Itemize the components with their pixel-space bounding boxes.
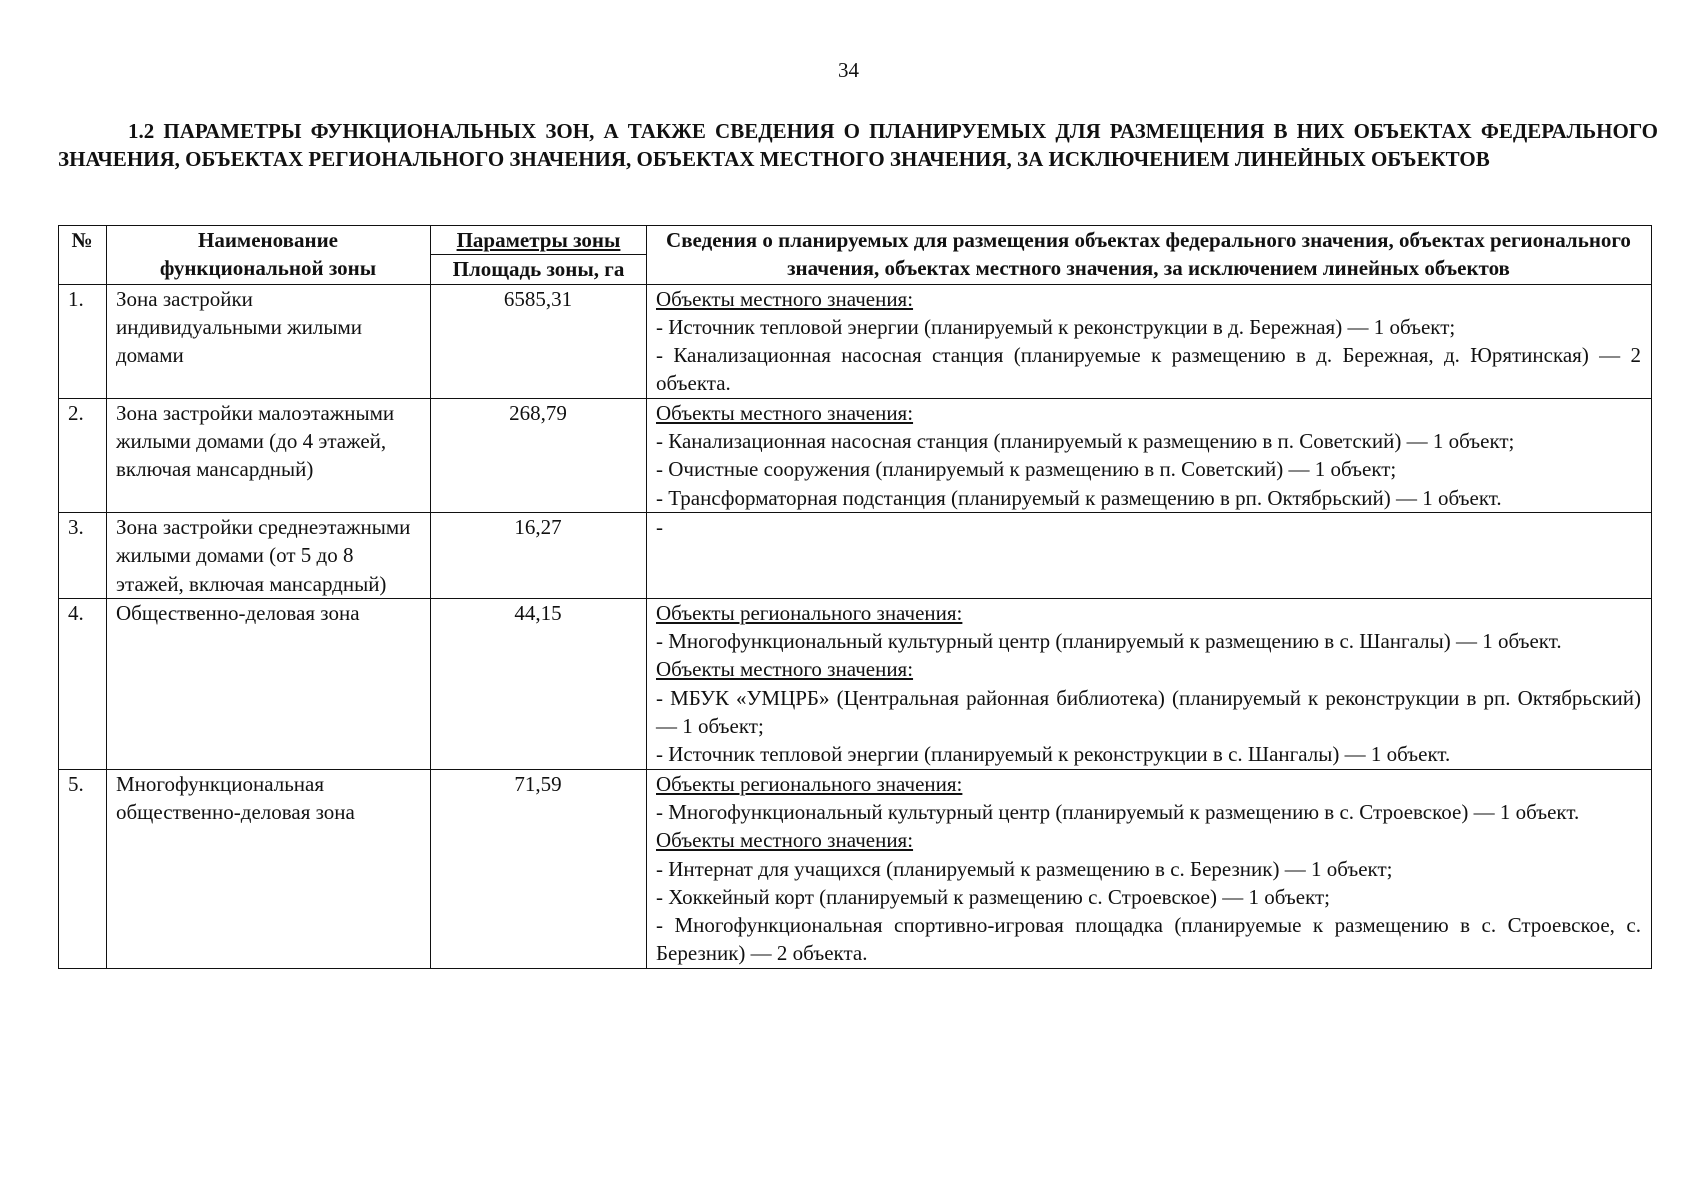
zone-number: 4. xyxy=(59,598,107,769)
planned-object-item: - Многофункциональный культурный центр (планируемый к размещению в с. Строевское) — 1 объект. xyxy=(656,799,1580,824)
planned-objects xyxy=(647,398,1652,512)
header-number: № xyxy=(59,226,107,285)
object-group-title: Объекты местного значения: xyxy=(656,400,914,425)
object-group-title: Объекты местного значения: xyxy=(656,657,914,682)
planned-object-item: - Канализационная насосная станция (планируемый к размещению в п. Советский) — 1 объект; xyxy=(656,429,1515,454)
header-zone-name: Наименование функциональной зоны xyxy=(107,226,431,285)
zones-table xyxy=(58,225,1652,969)
planned-objects xyxy=(647,512,1652,598)
table-header-row xyxy=(59,226,1652,285)
zone-area: 71,59 xyxy=(431,769,647,968)
object-group-title: Объекты регионального значения: xyxy=(656,600,963,625)
planned-object-item: - Многофункциональный культурный центр (планируемый к размещению в с. Шангалы) — 1 объект. xyxy=(656,629,1562,654)
object-group-title: Объекты местного значения: xyxy=(656,286,914,311)
table-row xyxy=(59,598,1652,769)
planned-objects xyxy=(647,598,1652,769)
planned-object-item: - Хоккейный корт (планируемый к размещению с. Строевское) — 1 объект; xyxy=(656,884,1331,909)
planned-object-item: - Источник тепловой энергии (планируемый к реконструкции в с. Шангалы) — 1 объект. xyxy=(656,742,1451,767)
table-row xyxy=(59,398,1652,512)
object-group-title: Объекты регионального значения: xyxy=(656,771,963,796)
zone-area: 44,15 xyxy=(431,598,647,769)
planned-object-item: - Канализационная насосная станция (планируемые к размещению в д. Бережная, д. Юрятинская) — 2 объекта. xyxy=(656,343,1641,396)
planned-object-item: - Многофункциональная спортивно-игровая площадка (планируемые к размещению в с. Строевское, с. Березник) — 2 объекта. xyxy=(656,913,1641,966)
table-row xyxy=(59,284,1652,398)
header-parameters-label: Параметры зоны xyxy=(431,226,646,255)
zone-area: 16,27 xyxy=(431,512,647,598)
header-planned-objects: Сведения о планируемых для размещения объектах федерального значения, объектах регионального значения, объектах местного значения, за исключением линейных объектов xyxy=(647,226,1652,285)
zone-number: 1. xyxy=(59,284,107,398)
zone-name: Общественно-деловая зона xyxy=(107,598,431,769)
zone-area: 6585,31 xyxy=(431,284,647,398)
no-objects-dash: - xyxy=(656,514,663,539)
planned-objects xyxy=(647,284,1652,398)
header-area-label: Площадь зоны, га xyxy=(452,257,625,282)
zone-number: 2. xyxy=(59,398,107,512)
zone-name: Зона застройки индивидуальными жилыми домами xyxy=(107,284,431,398)
zone-name: Зона застройки малоэтажными жилыми домами (до 4 этажей, включая мансардный) xyxy=(107,398,431,512)
page-number: 34 xyxy=(838,58,859,82)
zone-name: Зона застройки среднеэтажными жилыми домами (от 5 до 8 этажей, включая мансардный) xyxy=(107,512,431,598)
zone-name: Многофункциональная общественно-деловая зона xyxy=(107,769,431,968)
planned-object-item: - Трансформаторная подстанция (планируемый к размещению в рп. Октябрьский) — 1 объект. xyxy=(656,485,1502,510)
table-row xyxy=(59,769,1652,968)
zone-number: 3. xyxy=(59,512,107,598)
zones-table-body xyxy=(59,284,1652,968)
zone-area: 268,79 xyxy=(431,398,647,512)
header-zone-parameters xyxy=(431,226,647,285)
table-row xyxy=(59,512,1652,598)
planned-object-item: - Очистные сооружения (планируемый к размещению в п. Советский) — 1 объект; xyxy=(656,457,1397,482)
planned-object-item: - Источник тепловой энергии (планируемый к реконструкции в д. Бережная) — 1 объект; xyxy=(656,314,1456,339)
zone-number: 5. xyxy=(59,769,107,968)
planned-objects xyxy=(647,769,1652,968)
object-group-title: Объекты местного значения: xyxy=(656,828,914,853)
section-heading: 1.2 ПАРАМЕТРЫ ФУНКЦИОНАЛЬНЫХ ЗОН, А ТАКЖЕ СВЕДЕНИЯ О ПЛАНИРУЕМЫХ ДЛЯ РАЗМЕЩЕНИЯ В НИХ ОБЪЕКТАХ ФЕДЕРАЛЬНОГО ЗНАЧЕНИЯ, ОБЪЕКТАХ РЕГИОНАЛЬНОГО ЗНАЧЕНИЯ, ОБЪЕКТАХ МЕСТНОГО ЗНАЧЕНИЯ, ЗА ИСКЛЮЧЕНИЕМ ЛИНЕЙНЫХ ОБЪЕКТОВ xyxy=(58,119,1658,171)
planned-object-item: - МБУК «УМЦРБ» (Центральная районная библиотека) (планируемый к реконструкции в рп. Октябрьский) — 1 объект; xyxy=(656,685,1641,739)
planned-object-item: - Интернат для учащихся (планируемый к размещению в с. Березник) — 1 объект; xyxy=(656,856,1393,881)
